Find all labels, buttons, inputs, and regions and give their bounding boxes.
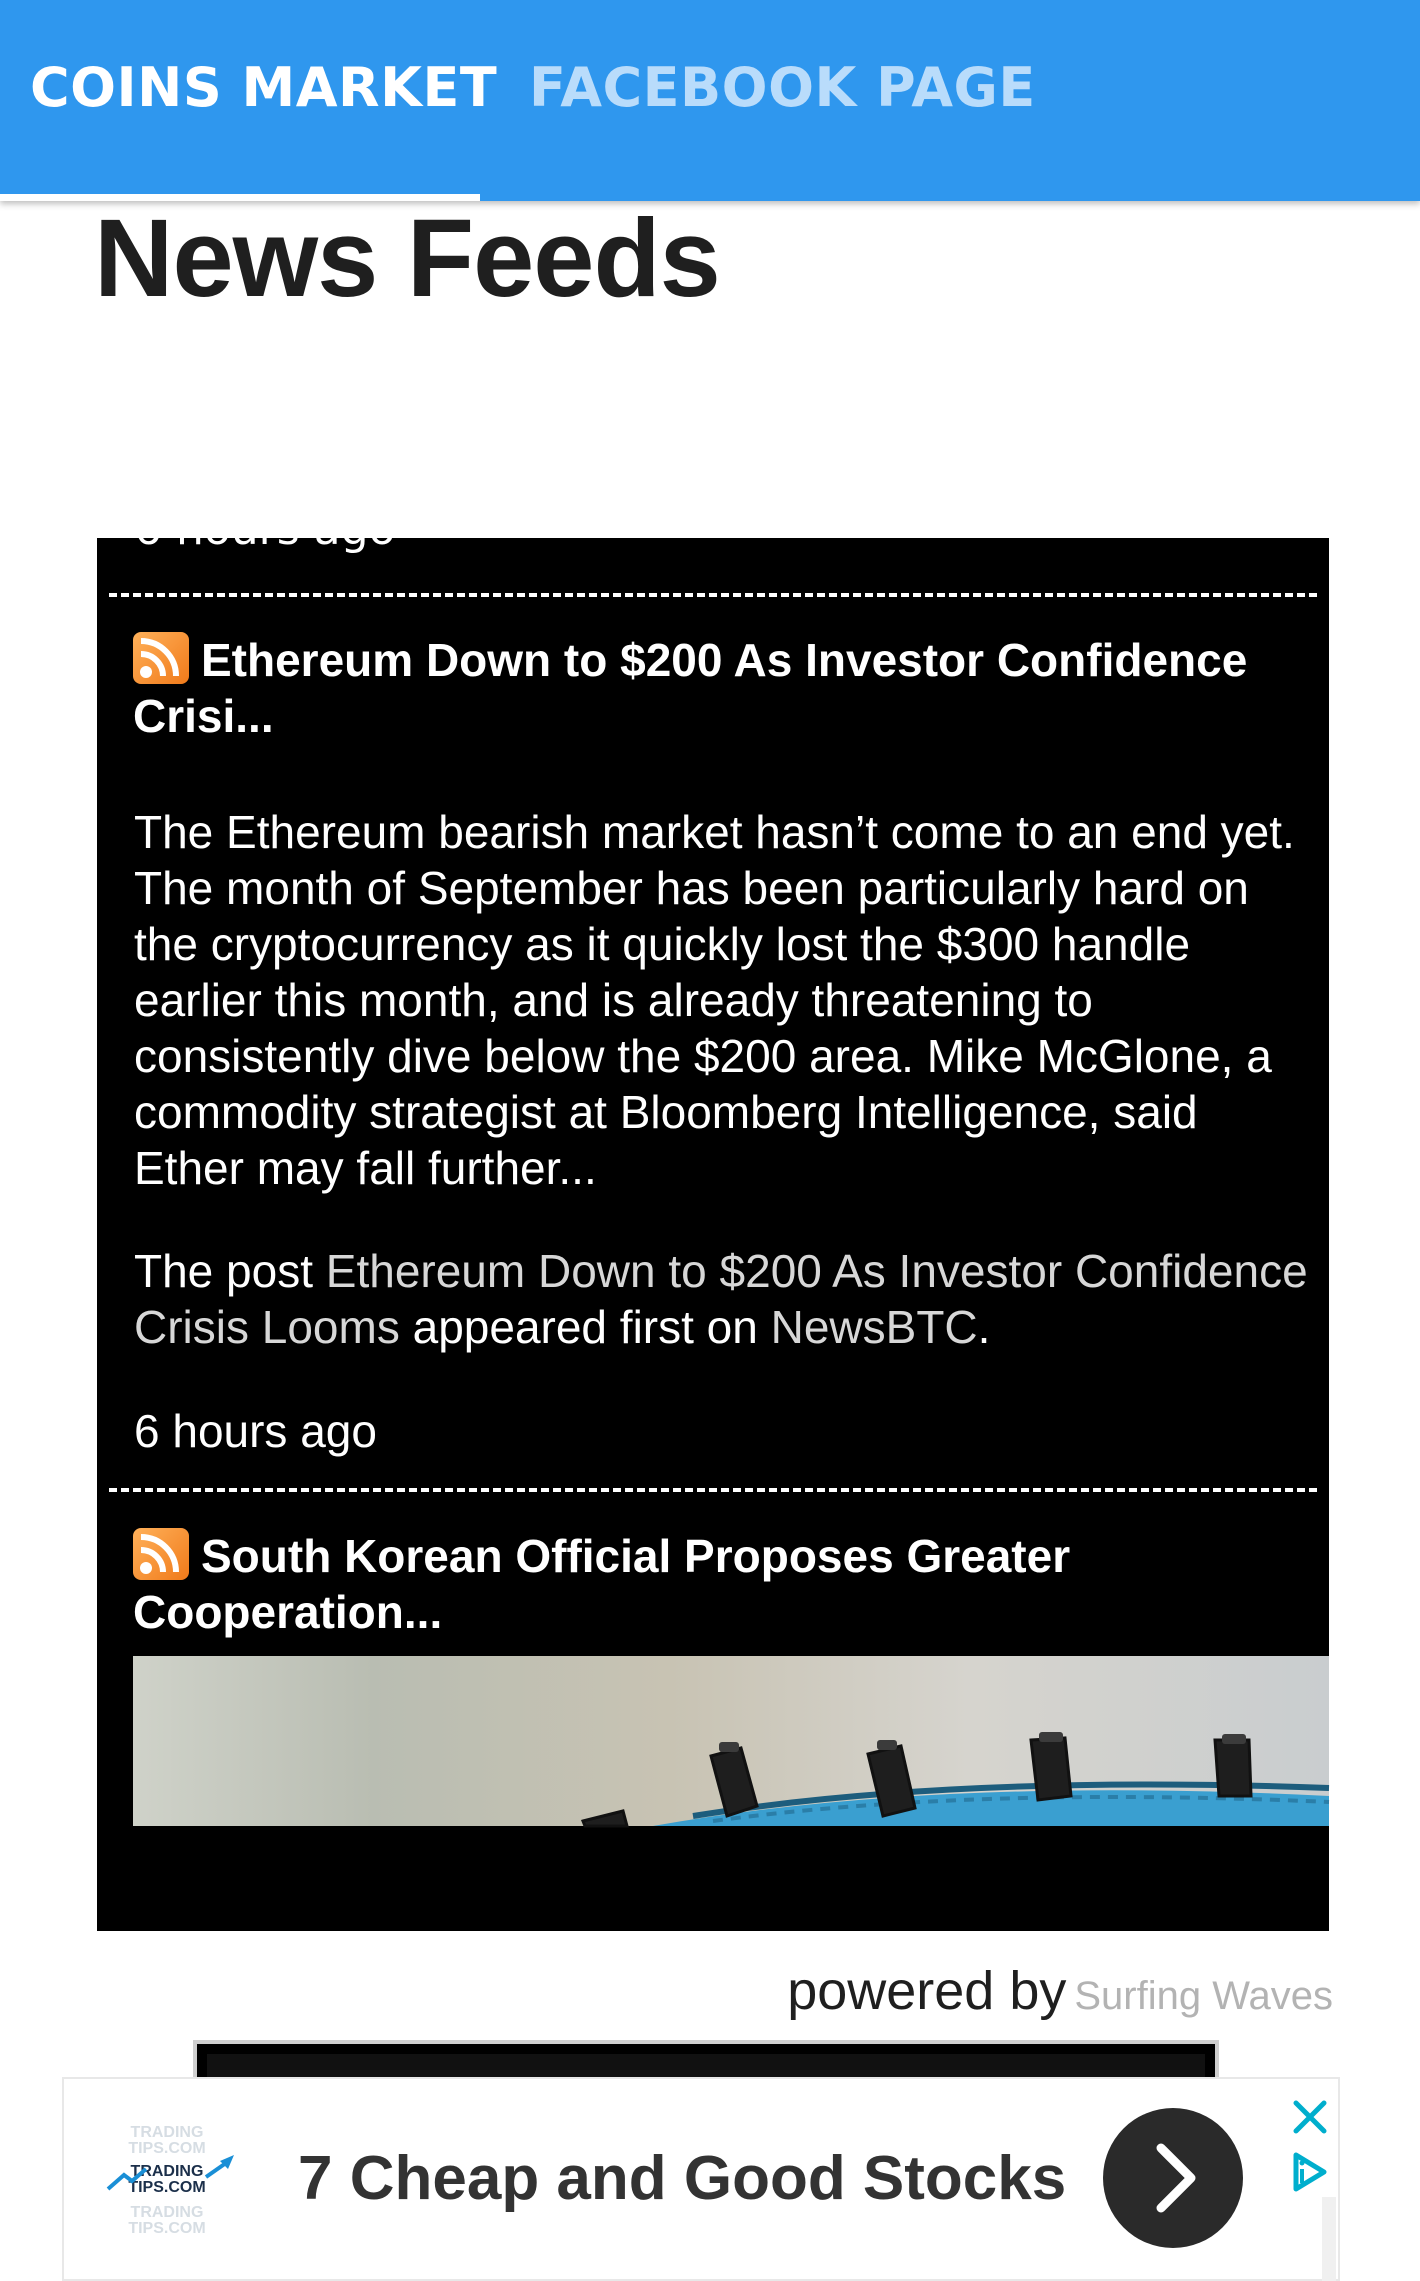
- page-title: News Feeds: [94, 197, 720, 320]
- powered-by: [787, 1960, 1333, 2022]
- previous-item-time: 6 hours ago: [134, 504, 396, 555]
- ad-close-button[interactable]: [1290, 2097, 1330, 2137]
- ad-open-button[interactable]: [1103, 2108, 1243, 2248]
- powered-by-label: powered by: [787, 1961, 1067, 2021]
- source-link[interactable]: NewsBTC: [770, 1301, 978, 1353]
- feed-item-attribution: [134, 1243, 1314, 1355]
- rss-icon: [133, 1528, 189, 1580]
- tab-coins-market[interactable]: COINS MARKET: [30, 56, 498, 119]
- ad-scroll-rail: [1322, 2197, 1336, 2281]
- tab-facebook-page[interactable]: FACEBOOK PAGE: [529, 56, 1036, 119]
- rss-icon: [133, 632, 189, 684]
- feed-divider: [109, 593, 1317, 597]
- feed-item-header: [133, 1528, 1293, 1640]
- feed-item-header: [133, 632, 1293, 744]
- feed-item-title-link[interactable]: South Korean Official Proposes Greater Cooperation...: [133, 1530, 1071, 1638]
- close-icon: [1290, 2097, 1330, 2137]
- chevron-right-icon: [1103, 2108, 1243, 2248]
- feed-item-title-link[interactable]: Ethereum Down to $200 As Investor Confidence Crisi...: [133, 634, 1248, 742]
- feed-item-thumbnail[interactable]: [133, 1656, 1329, 1826]
- attribution-prefix: The post: [134, 1245, 326, 1297]
- feed-divider: [109, 1488, 1317, 1492]
- trading-tips-logo: TRADING TIPS.COM TRADING TIPS.COM TRADING TIPS.COM: [102, 2115, 232, 2245]
- feed-item-time: 6 hours ago: [134, 1405, 377, 1457]
- tab-bar: [0, 0, 1420, 201]
- post-link[interactable]: Ethereum Down to $200 As Investor Confidence Crisis Looms: [134, 1245, 1308, 1353]
- feed-item-summary: The Ethereum bearish market hasn’t come to an end yet. The month of September has been particularly hard on the cryptocurrency as it quickly lost the $300 handle earlier this month, and is already threatening to consistently dive below the $200 area. Mike McGlone, a commodity strategist at Bloomberg Intelligence, said Ether may fall further...: [134, 806, 1295, 1194]
- surfing-waves-link[interactable]: Surfing Waves: [1074, 1974, 1333, 2018]
- ad-banner[interactable]: [62, 2077, 1340, 2281]
- adchoices-icon: [1286, 2149, 1332, 2195]
- ad-choices-button[interactable]: [1286, 2149, 1332, 2195]
- ad-headline[interactable]: 7 Cheap and Good Stocks: [298, 2144, 1067, 2213]
- news-feed-widget[interactable]: [97, 504, 1329, 1931]
- attribution-suffix: .: [977, 1301, 991, 1353]
- thumbnail-illustration: [133, 1656, 1329, 1826]
- attribution-middle: appeared first on: [399, 1301, 771, 1353]
